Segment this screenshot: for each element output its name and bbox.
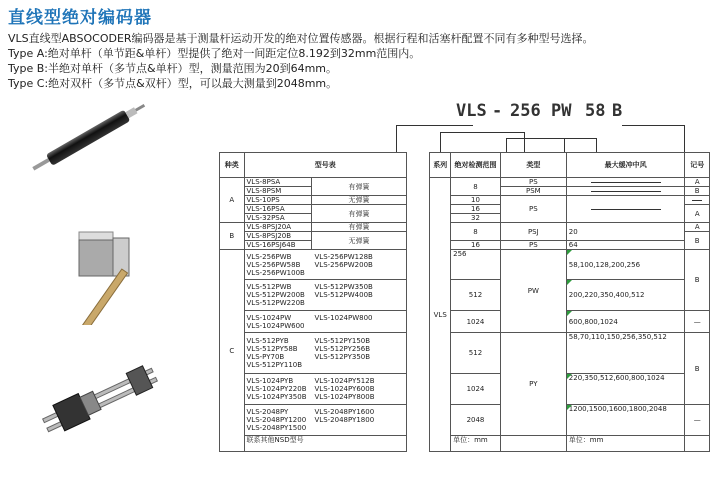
model-cell: VLS-1024PY220B [246, 385, 307, 393]
table-header-row [220, 153, 710, 178]
stroke-cell: 200,220,350,400,512 [566, 280, 685, 311]
header-type: 种类 [220, 153, 245, 178]
model-cell: VLS-2048PY [246, 408, 289, 416]
table-row [220, 196, 710, 205]
model-cell: VLS-PY70B [246, 353, 285, 361]
model-line [247, 337, 404, 345]
model-line [247, 253, 404, 261]
symbol-cell: — [685, 311, 710, 333]
model-cell: VLS-16PSA [244, 205, 312, 214]
model-cell: VLS-8PSJ20B [244, 232, 312, 241]
stroke-cell: 220,350,512,600,800,1024 [566, 374, 685, 405]
nospring-label: 无弹簧 [312, 196, 407, 205]
model-cell: VLS-32PSA [244, 214, 312, 223]
spring-label: 有弹簧 [312, 178, 407, 196]
model-cell: VLS-256PW100B [246, 268, 305, 277]
model-cell: VLS-256PW200B [314, 260, 373, 269]
model-cell: VLS-1024PY600B [314, 385, 375, 393]
range-cell: 8 [451, 223, 501, 241]
model-line [247, 345, 404, 353]
dash-line [591, 209, 661, 210]
symbol-cell: A [685, 205, 710, 223]
model-cell: VLS-1024PY350B [246, 393, 307, 401]
header-kind: 类型 [500, 153, 566, 178]
model-line [247, 385, 404, 393]
model-line [247, 261, 404, 269]
model-cell: VLS-512PY350B [314, 353, 371, 361]
model-cell: VLS-1024PYB [246, 377, 294, 385]
model-cell: VLS-256PW58B [246, 260, 301, 269]
spring-label: 有弹簧 [312, 223, 407, 232]
model-line [247, 377, 404, 385]
stroke-cell: 1200,1500,1600,1800,2048 [566, 405, 685, 436]
nospring-label: 无弹簧 [312, 232, 407, 250]
model-line [247, 408, 404, 416]
spring-label: 有弹簧 [312, 205, 407, 223]
symbol-cell: B [685, 250, 710, 311]
model-line [247, 314, 404, 322]
model-cell: VLS-256PW128B [314, 252, 373, 261]
model-cell: VLS-512PYB [246, 337, 289, 345]
model-cell: VLS-512PWB [246, 283, 292, 291]
table-row [220, 333, 710, 374]
footer-contact: 联系其他NSD型号 [244, 436, 406, 452]
model-cell: VLS-512PY256B [314, 345, 371, 353]
model-cell: VLS-16PSJ64B [244, 241, 312, 250]
model-cell: VLS-1024PY800B [314, 393, 375, 401]
table-row [220, 178, 710, 187]
range-cell: 512 [451, 280, 501, 311]
model-table [219, 152, 710, 452]
model-line [247, 424, 404, 432]
kind-cell: PSM [500, 187, 566, 196]
table-footer-row [220, 436, 710, 452]
model-group-2048 [244, 405, 406, 436]
kind-cell: PSJ [500, 223, 566, 241]
range-cell: 2048 [451, 405, 501, 436]
model-group-512py [244, 333, 406, 374]
range-cell: 32 [451, 214, 501, 223]
table-row [220, 250, 710, 280]
page-title: 直线型绝对编码器 [8, 8, 152, 28]
single-rod-encoder-image [20, 95, 160, 190]
header-stroke: 最大缓冲中风 [566, 153, 685, 178]
model-line [247, 269, 404, 277]
footer-unit-1: 单位：mm [451, 436, 501, 452]
model-cell: VLS-2048PY1600 [314, 408, 375, 416]
model-line [247, 353, 404, 361]
symbol-cell: B [685, 187, 710, 196]
model-cell: VLS-512PW350B [314, 283, 373, 291]
stroke-cell: 64 [566, 241, 685, 250]
kind-cell: PS [500, 178, 566, 187]
table-row [220, 311, 710, 333]
header-symbol: 记号 [685, 153, 710, 178]
model-cell: VLS-1024PY512B [314, 377, 375, 385]
symbol-cell: A [685, 223, 710, 232]
symbol-cell: B [685, 333, 710, 405]
table-row [220, 374, 710, 405]
model-code-symbol: B [612, 101, 623, 121]
model-group-1024py [244, 374, 406, 405]
model-group-512pw [244, 280, 406, 311]
bracket-symbol [622, 125, 685, 152]
model-code-kind: PW [551, 101, 572, 121]
model-cell: VLS-512PW400B [314, 291, 373, 299]
table-row [220, 241, 710, 250]
stroke-cell: 20 [566, 223, 685, 241]
model-cell: VLS-8PSA [244, 178, 312, 187]
footer-unit-2: 单位：mm [566, 436, 685, 452]
type-c: C [220, 250, 245, 452]
stroke-cell: 58,100,128,200,256 [566, 250, 685, 280]
model-line [247, 322, 404, 330]
header-model-list: 型号表 [244, 153, 406, 178]
model-cell: VLS-512PY110B [246, 361, 303, 369]
model-cell: VLS-1024PW600 [246, 321, 305, 330]
type-b: B [220, 223, 245, 250]
dash-line [591, 182, 661, 183]
type-a: A [220, 178, 245, 223]
dash-line [591, 191, 661, 192]
model-cell: VLS-512PY150B [314, 337, 371, 345]
block-encoder-image [75, 230, 150, 325]
model-cell: VLS-2048PY1200 [246, 416, 307, 424]
dash-line [692, 200, 702, 201]
model-code-vls: VLS [456, 101, 487, 121]
table-row [220, 223, 710, 232]
model-cell: VLS-512PW220B [246, 299, 305, 307]
range-cell: 8 [451, 178, 501, 196]
range-cell: 16 [451, 241, 501, 250]
intro-line: Type A:绝对单杆（单节距&单杆）型提供了绝对一间距定位8.192到32mm范围内。 [8, 47, 421, 60]
model-cell: VLS-10PS [244, 196, 312, 205]
model-line [247, 361, 404, 369]
model-cell: VLS-2048PY1500 [246, 424, 307, 432]
range-cell: 16 [451, 205, 501, 214]
model-cell: VLS-1024PW [246, 313, 292, 322]
model-line [247, 416, 404, 424]
model-cell: VLS-2048PY1800 [314, 416, 375, 424]
header-series: 系列 [430, 153, 451, 178]
symbol-cell: A [685, 178, 710, 187]
table-row [220, 280, 710, 311]
range-cell: 10 [451, 196, 501, 205]
kind-cell: PS [500, 196, 566, 223]
kind-cell: PW [500, 250, 566, 333]
range-cell: 1024 [451, 374, 501, 405]
double-rod-encoder-image [35, 355, 165, 445]
intro-line: Type C:绝对双杆（多节点&双杆）型，可以最大测量到2048mm。 [8, 77, 338, 90]
model-cell: VLS-512PY58B [246, 345, 298, 353]
bracket-kind [506, 138, 565, 152]
model-cell: VLS-1024PW800 [314, 313, 373, 322]
model-cell: VLS-8PSJ20A [244, 223, 312, 232]
bracket-stroke [560, 138, 597, 152]
model-line [247, 393, 404, 401]
stroke-cell: 58,70,110,150,256,350,512 [566, 333, 685, 374]
header-range: 绝对检测范围 [451, 153, 501, 178]
kind-cell: PS [500, 241, 566, 250]
model-code-separator: - [492, 101, 503, 121]
model-code-range: 256 [510, 101, 541, 121]
range-cell: 256 [451, 250, 501, 280]
model-code-stroke: 58 [585, 101, 606, 121]
symbol-cell: — [685, 405, 710, 436]
table-row [220, 405, 710, 436]
model-line [247, 283, 404, 291]
model-group-1024pw [244, 311, 406, 333]
kind-cell: PY [500, 333, 566, 436]
model-cell: VLS-512PW200B [246, 291, 305, 299]
range-cell: 1024 [451, 311, 501, 333]
model-cell: VLS-8PSM [244, 187, 312, 196]
model-line [247, 291, 404, 299]
range-cell: 512 [451, 333, 501, 374]
series-cell: VLS [430, 178, 451, 452]
stroke-cell: 600,800,1024 [566, 311, 685, 333]
intro-line: VLS直线型ABSOCODER编码器是基于测量杆运动开发的绝对位置传感器。根据行程和活塞杆配置不同有多种型号选择。 [8, 32, 594, 45]
intro-line: Type B:半绝对单杆（多节点&单杆）型，测量范围为20到64mm。 [8, 62, 338, 75]
symbol-cell: B [685, 232, 710, 250]
intro-text [8, 31, 594, 91]
model-group-256 [244, 250, 406, 280]
model-line [247, 299, 404, 307]
model-cell: VLS-256PWB [246, 252, 292, 261]
